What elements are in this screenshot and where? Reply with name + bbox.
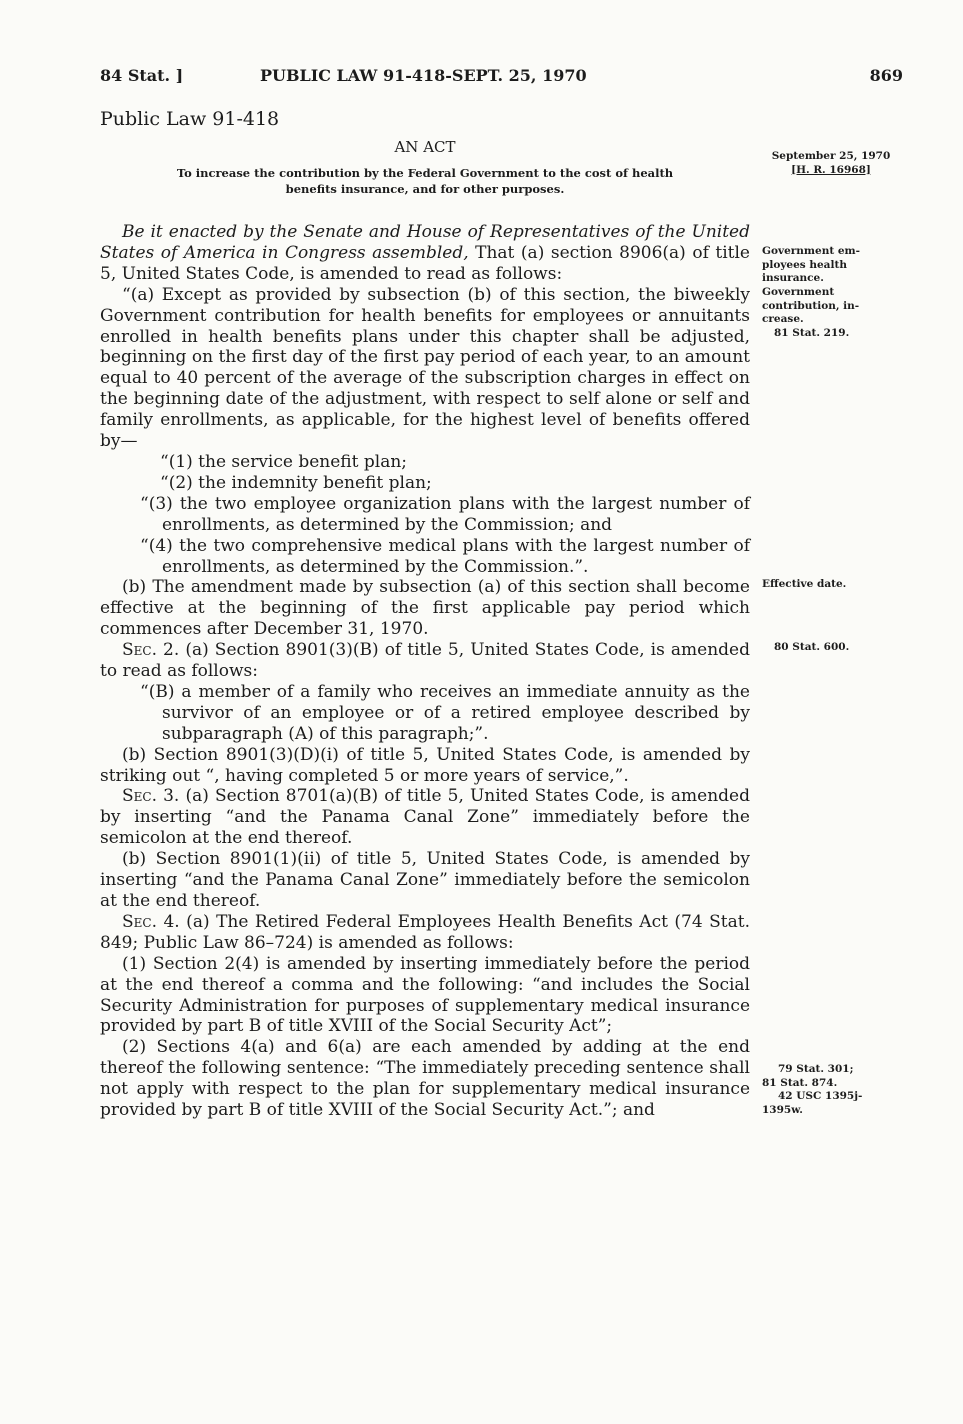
margin-gov-notes — [762, 245, 900, 340]
margin-stat-79 — [762, 1063, 900, 1118]
margin-note-line: 42 USC 1395j- — [778, 1090, 863, 1103]
margin-effective-date: Effective date. — [762, 578, 847, 590]
act-body — [100, 222, 750, 1121]
margin-note-line: Government — [762, 285, 835, 298]
section-label: Sec. 2. — [122, 640, 180, 661]
margin-note-line: contribution, in- — [762, 299, 860, 312]
margin-stat-80: 80 Stat. 600. — [774, 641, 850, 653]
margin-note-line: 81 Stat. 219. — [774, 326, 850, 339]
running-header — [100, 66, 903, 90]
list-item: “(2) the indemnity benefit plan; — [160, 472, 432, 493]
list-item: “(4) the two comprehensive medical plans with the largest number of enrollments, as determined by the Commission.”. — [140, 535, 750, 577]
section-label: Sec. 3. — [122, 786, 180, 807]
enacting-clause — [100, 222, 750, 285]
list-item: “(3) the two employee organization plans with the largest number of enrollments, as determined by the Commission; and — [140, 493, 750, 535]
section-label: Sec. 4. — [122, 911, 180, 932]
list-item: “(1) the service benefit plan; — [160, 451, 408, 472]
margin-date — [762, 150, 900, 177]
purpose-line-1: To increase the contribution by the Federal Government to the cost of health — [176, 166, 674, 180]
margin-note-line: 79 Stat. 301; — [778, 1063, 854, 1075]
purpose-line-2: benefits insurance, and for other purposes. — [285, 182, 565, 197]
section-text: (a) The Retired Federal Employees Health Benefits Act (74 Stat. 849; Public Law 86–724) is amended as follows: — [100, 911, 750, 953]
section-2-b: (b) Section 8901(3)(D)(i) of title 5, United States Code, is amended by striking out “, having completed 5 or more years of service,”. — [100, 744, 750, 786]
margin-note-line: ployees health — [762, 258, 847, 271]
section-4-2: (2) Sections 4(a) and 6(a) are each amended by adding at the end thereof the following sentence: “The immediately preceding sentence shall not apply with respect to the plan for supplementary medical insurance provided by part B of title XVIII of the Social Security Act.”; and — [100, 1037, 750, 1121]
header-law-title: PUBLIC LAW 91-418-SEPT. 25, 1970 — [260, 66, 587, 85]
margin-note-line: Government em- — [762, 245, 860, 257]
enacting-text: That (a) section 8906(a) of title 5, United States Code, is amended to read as follows: — [100, 242, 750, 284]
section-2-quote: “(B) a member of a family who receives an immediate annuity as the survivor of an employee or of a retired employee described by subparagraph (A) of this paragraph;”. — [140, 681, 750, 744]
section-4 — [100, 912, 750, 954]
section-4-1: (1) Section 2(4) is amended by inserting immediately before the period at the end thereof a comma and the following: “and includes the Social Security Administration for purposes of supplementary medical insurance provided by part B of title XVIII of the Social Security Act”; — [100, 953, 750, 1037]
act-heading: AN ACT — [394, 138, 456, 156]
margin-note-line: insurance. — [762, 272, 824, 285]
act-purpose — [100, 165, 750, 198]
section-3-b: (b) Section 8901(1)(ii) of title 5, United States Code, is amended by inserting “and the Panama Canal Zone” immediately before the semicolon at the end thereof. — [100, 849, 750, 911]
margin-note-line: 81 Stat. 874. — [762, 1076, 838, 1089]
header-stat-ref: 84 Stat. ] — [100, 66, 184, 85]
section-3 — [100, 786, 750, 849]
public-law-title: Public Law 91-418 — [100, 108, 280, 130]
paragraph-a: “(a) Except as provided by subsection (b) of this section, the biweekly Government contribution for health benefits for employees or annuitants enrolled in health benefits plans under this chapter shall be adjusted, beginning on the first day of the first pay period of each year, to an amount equal to 40 percent of the average of the subscription charges in effect on the beginning date of the adjustment, with respect to self alone or self and family enrollments, as applicable, for the highest level of benefits offered by— — [100, 284, 750, 452]
margin-note-line: crease. — [762, 313, 804, 326]
margin-bill-number: [H. R. 16968] — [791, 163, 871, 176]
margin-note-line: 1395w. — [762, 1103, 803, 1116]
page-number: 869 — [869, 66, 903, 85]
section-2 — [100, 640, 750, 682]
section-text: (a) Section 8901(3)(B) of title 5, United States Code, is amended to read as follows: — [100, 640, 750, 682]
enacting-formula: Be it enacted by the Senate and House of Representatives of the United States of America in Congress assembled, — [100, 222, 750, 263]
section-text: (a) Section 8701(a)(B) of title 5, United States Code, is amended by inserting “and the Panama Canal Zone” immediately before the semicolon at the end thereof. — [100, 786, 750, 849]
margin-date-text: September 25, 1970 — [771, 150, 891, 162]
paragraph-b: (b) The amendment made by subsection (a) of this section shall become effective at the beginning of the first applicable pay period which commences after December 31, 1970. — [100, 577, 750, 640]
